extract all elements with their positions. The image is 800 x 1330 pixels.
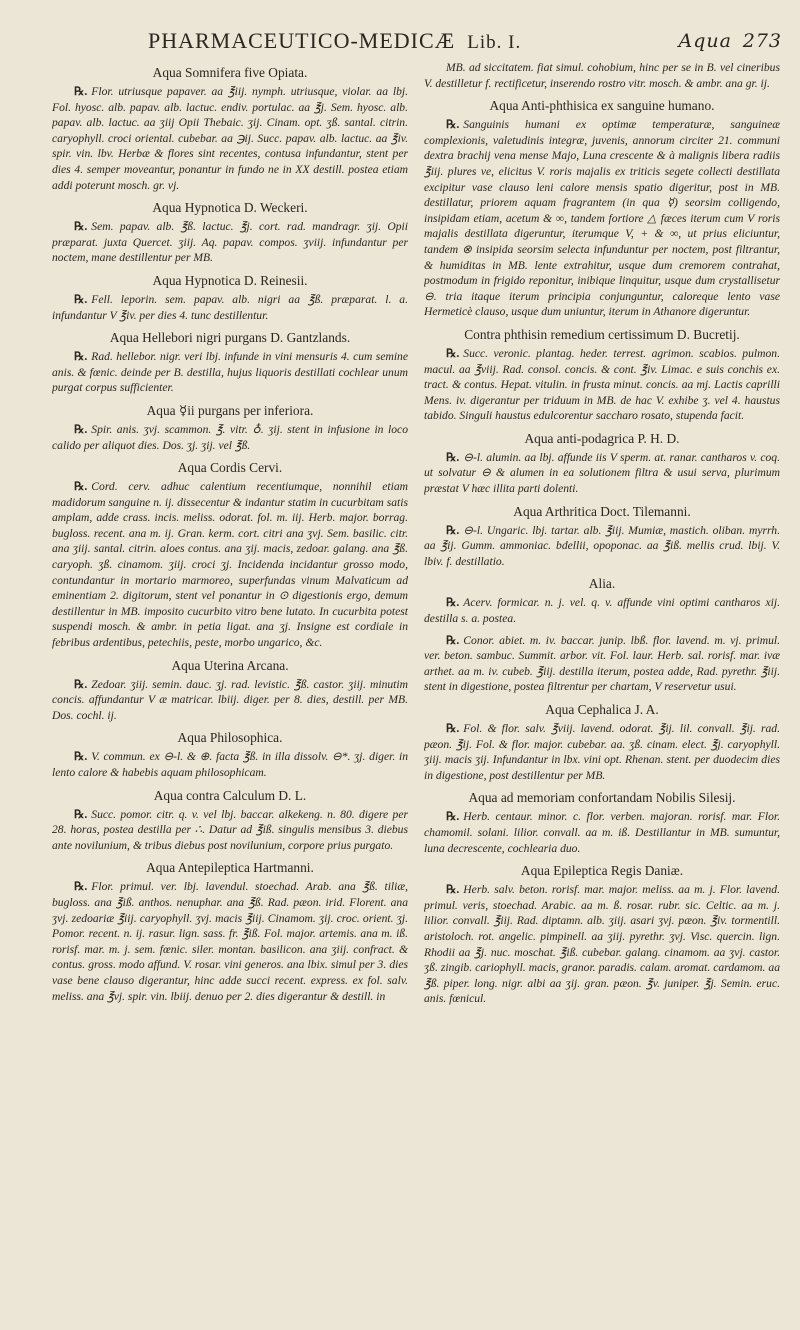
recipe-text — [52, 677, 408, 724]
recipe-heading: Aqua Arthritica Doct. Tilemanni. — [513, 503, 691, 519]
recipe-symbol-icon: ℞. — [74, 85, 88, 98]
recipe-body: Fell. leporin. sem. papav. alb. nigri aa ℥ß. præparat. l. a. infundantur V ℥iv. per dies 4. tunc destillentur. — [52, 292, 408, 322]
recipe-text — [52, 422, 408, 453]
recipe-text — [52, 749, 408, 780]
recipe-symbol-icon: ℞. — [74, 880, 88, 894]
recipe-heading: Aqua Cephalica J. A. — [545, 702, 659, 717]
book-number: Lib. I. — [467, 32, 522, 53]
recipe-symbol-icon: ℞. — [446, 633, 460, 647]
text-columns — [52, 60, 786, 1310]
recipe-heading: Aqua Hypnotica D. Reinesii. — [152, 272, 308, 288]
recipe-body: ⊖-l. Ungaric. lbj. tartar. alb. ℥iij. Mumiæ, mastich. oliban. myrrh. aa ℥ij. Gumm. ammoniac. bdellii, opoponac. aa ℥iß. mellis crud. lbij. V. lbiv. f. destillatio. — [424, 523, 780, 568]
recipe-symbol-icon: ℞. — [74, 750, 88, 764]
recipe-body: Conor. abiet. m. iv. baccar. junip. lbß. flor. lavend. m. vj. primul. ver. beton. sambuc. Summit. arbor. vit. Fol. laur. Herb. sal. rorisf. mar. ivæ arthet. aa m. iv. cubeb. ℥iij. destilla iterum, postea adde, Rad. pyrethr. ℥iij. stent in digestione, postea filtrentur per chartam, V reservetur usui. — [424, 633, 780, 694]
recipe-text — [424, 346, 780, 424]
recipe-heading: Alia. — [588, 576, 616, 592]
section-word: Aqua — [678, 30, 732, 52]
recipe-text — [52, 219, 408, 266]
recipe-text — [52, 879, 408, 1004]
recipe-heading: Aqua Uterina Arcana. — [171, 657, 289, 673]
recipe-text — [424, 721, 780, 783]
recipe-heading: Aqua Philosophica. — [177, 730, 283, 746]
recipe-text — [424, 633, 780, 695]
recipe-text — [52, 292, 408, 323]
recipe-symbol-icon: ℞. — [446, 722, 460, 735]
recipe-heading: Aqua Antepileptica Hartmanni. — [146, 860, 314, 876]
recipe-symbol-icon: ℞. — [74, 807, 88, 821]
recipe-text — [424, 523, 780, 570]
recipe-body: Sem. papav. alb. ℥ß. lactuc. ℥j. cort. rad. mandragr. ʒij. Opii præparat. juxta Quercet. ʒiij. Aq. papav. compos. ʒviij. infundantur per noctem, mane destillentur per MB. — [52, 220, 408, 265]
recipe-body: Succ. veronic. plantag. heder. terrest. agrimon. scabios. pulmon. macul. aa ℥viij. Rad. consol. concis. & cont. ℥iv. Limac. e suis conchis ex. tract. & contus. Hepat. vitulin. in frusta minut. concis. aa mj. Lactis caprilli Mens. iv. digerantur per triduum in MB. de hac V. exhibe ʒ. vel 4. haustus tabido. Singuli haustus edulcorentur saccharo rosato, stupenda facit. — [424, 346, 780, 423]
recipe-body: Fol. & flor. salv. ℥viij. lavend. odorat. ℥ij. lil. convall. ℥ij. rad. pæon. ℥ij. Fol. & flor. major. cubebar. aa. ʒß. cinam. elect. ℥j. caryophyll. ʒiij. macis ʒij. Infundantur in lbx. vini opt. Rhenan. stent. per duodecim dies in digestione, post destillentur per MB. — [424, 722, 780, 782]
recipe-symbol-icon: ℞. — [74, 220, 88, 234]
recipe-body: MB. ad siccitatem. fiat simul. cohobium, hinc per se in B. vel cineribus V. destilletur f. rectificetur, inserendo rostro vitr. mosch. & ambr. ana gr. ij. — [424, 61, 780, 90]
recipe-text — [424, 60, 780, 91]
recipe-body: Flor. utriusque papaver. aa ℥iij. nymph. utriusque, violar. aa lbj. Fol. hyosc. alb. papav. alb. lactuc. endiv. portulac. aa ℥j. Sem. hyosc. alb. papav. alb. lactuc. aa ʒiij Opii Thebaic. ʒij. Cinam. opt. ʒß. santal. citrin. caryophyll. croci oriental. cubebar. aa ℈ij. Succ. papav. alb. lactuc. aa ℥iv. spir. vin. lbv. Herbæ & flores sint recentes, contusa infundantur, stent per dies 4. semper moveantur, ponantur in fundo ne in XX destill. postea etiam addi poterunt mosch. gr. vj. — [52, 85, 408, 192]
recipe-body: Succ. pomor. citr. q. v. vel lbj. baccar. alkekeng. n. 80. digere per 28. horas, postea destilla per ∴. Datur ad ℥iß. singulis mensibus 3. diebus ante novilunium, & tribus diebus post novilunium, corpore prius purgato. — [52, 807, 408, 852]
right-column — [424, 60, 780, 1310]
recipe-text — [52, 807, 408, 854]
recipe-body: Spir. anis. ʒvj. scammon. ℥. vitr. ♁. ʒij. stent in infusione in loco calido per aliquot dies. Dos. ʒj. ʒij. vel ℥ß. — [52, 422, 408, 452]
recipe-heading: Contra phthisin remedium certissimum D. Bucretij. — [464, 326, 740, 342]
recipe-body: Herb. salv. beton. rorisf. mar. major. meliss. aa m. j. Flor. lavend. primul. veris, stoechad. Arabic. aa m. ß. rosar. rubr. sic. Celtic. aa m. j. lilior. convall. ℥iij. Rad. diptamn. alb. ʒiij. asari ʒvj. pæon. ℥iv. tormentill. aristoloch. rot. angelic. pimpinell. aa ʒiij. pyrethr. ʒvj. Visc. quercin. lign. Rhodii aa ℥j. nuc. moschat. ℥iß. cubebar. galang. cinamom. aa ʒvj. castor. ʒß. zingib. cariophyll. macis, granor. paradis. calam. aromat. cardamom. aa ℥ß. piper. long. nigr. albi aa ʒij. gran. pæon. ℥v. juniper. ℥j. Semin. eruc. anis. fœnicul. — [424, 883, 780, 1006]
recipe-text — [424, 450, 780, 497]
recipe-heading: Aqua ☿ii purgans per inferiora. — [146, 402, 314, 418]
recipe-heading: Aqua anti-podagrica P. H. D. — [524, 430, 680, 446]
recipe-heading: Aqua Somnifera five Opiata. — [152, 65, 308, 80]
recipe-heading: Aqua contra Calculum D. L. — [153, 787, 307, 803]
recipe-symbol-icon: ℞. — [74, 292, 88, 306]
recipe-symbol-icon: ℞. — [446, 596, 460, 610]
recipe-body: Herb. centaur. minor. c. flor. verben. majoran. rorisf. mar. Flor. chamomil. solani. lilior. convall. aa m. iß. Destillantur in MB. sumuntur, luna decrescente, cochlearia duo. — [424, 810, 780, 855]
recipe-text — [52, 84, 408, 193]
recipe-symbol-icon: ℞. — [74, 350, 88, 364]
recipe-body: V. commun. ex ⊖-l. & ⊕. facta ℥ß. in illa dissolv. ⊖*. ʒj. diger. in lento calore & habebis aquam philosophicam. — [52, 750, 408, 779]
left-column — [52, 60, 408, 1310]
recipe-body: Zedoar. ʒiij. semin. dauc. ʒj. rad. levistic. ℥ß. castor. ʒiij. minutim concis. affundantur V æ matricar. lbiij. diger. per 8. dies, destill. per MB. Dos. cochl. ij. — [52, 677, 408, 722]
recipe-symbol-icon: ℞. — [446, 118, 460, 132]
page-number: 273 — [742, 30, 782, 52]
recipe-text — [52, 349, 408, 396]
recipe-body: Rad. hellebor. nigr. veri lbj. infunde in vini mensuris 4. cum semine anis. & fœnic. deinde per B. destilla, hujus liquoris destillati cochlear unum purgat corpus sufficienter. — [52, 350, 408, 395]
recipe-symbol-icon: ℞. — [74, 480, 88, 494]
recipe-body: Sanguinis humani ex optimæ temperaturæ, sanguineæ complexionis, valetudinis integræ, juvenis, annorum circiter 21. communi dextra brachij vena mense Majo, Luna crescente & à malignis libera radiis ℥iij. plures ve, elicitus V. roris majalis ex triticis segete collecti destillata excipitur vase clauso leni calore mensis spatio digeritur, post in MB. destillatur, priorem aquam fragrantem (in qua ☿) seorsim colligendo, insipidam etiam, acetum & ∞, tandem fortiore △ fæces iterum cum V roris majalis destillata digeruntur, iterumque V, + & ∞, ut prius eliciuntur, tandem ⊗ insipida seorsim selecta infunduntur per noctem, post filtrantur, & humiditas in MB. lente extrahitur, usque dum cremorem contrahat, postmodum in frigido reponitur, inibique linquitur, usque dum crystallisetur ⊖. tria itaque iterum principia conjunguntur, caloreque lento vase Hermeticè clauso, usque dum uniuntur, iterum in Athanore digeruntur. — [424, 118, 780, 319]
recipe-text — [424, 595, 780, 626]
recipe-heading: Aqua Cordis Cervi. — [177, 460, 283, 476]
recipe-body: Cord. cerv. adhuc calentium recentiumque, nonnihil etiam madidorum sanguine n. ij. dissecentur & indantur statim in cucurbitam satis amplam, adde crass. incis. meliss. odorat. fol. m. iij. Herb. major. borrag. bugloss. recent. ana m. ij. Gran. kerm. cort. citri ana ʒvj. Sem. basilic. citr. ana ʒiij. santal. citrin. aloes contus. ana ʒij. macis, zedoar. galang. ana ℥ß. caryoph. ʒß. cinamom. ʒiij. croci ʒj. Incidenda incidantur grosso modo, contundantur in mortario marmoreo, superfundas vinum Malvaticum ad eminentiam 2. digitorum, stent vel ponantur in ⊙ digestionis ergo, demum destillentur in MB. imposito cucurbito vitro bene lutato. In cucurbita potest suspendi mosch. & ambr. in petia ligat. ana ʒj. Insigne est cordiale in febribus ardentibus, petechiis, peste, morbo ungarico, &c. — [52, 480, 408, 650]
recipe-text — [424, 809, 780, 856]
recipe-symbol-icon: ℞. — [74, 677, 88, 691]
recipe-body: Flor. primul. ver. lbj. lavendul. stoechad. Arab. ana ℥ß. tiliæ, bugloss. ana ℥iß. anthos. nenuphar. ana ℥ß. Rad. pæon. irid. Florent. ana ʒvj. zedoariæ ℥iij. caryophyll. ʒvj. macis ℥iij. Cinamom. ʒij. croc. orient. ʒj. Pomor. recent. n. ij. rasur. lign. sass. fr. ℥iß. Fol. major. artemis. ana m. iß. rorisf. mar. m. j. sem. fœnic. siler. montan. basilicon. ana ʒiij. confract. & contus. gross. modo affund. V. rosar. vini generos. ana lbix. simul per 3. dies vase bene clauso digerantur, hinc adde succi recent. express. ex fol. salv. meliss. ana ℥vj. spir. vin. lbiij. denuo per 2. dies digerantur & destill. in — [52, 880, 408, 1003]
recipe-heading: Aqua Anti-phthisica ex sanguine humano. — [489, 98, 715, 114]
recipe-heading: Aqua Hellebori nigri purgans D. Gantzlands. — [109, 330, 351, 346]
recipe-text — [52, 479, 408, 651]
recipe-symbol-icon: ℞. — [446, 810, 460, 824]
recipe-text — [424, 882, 780, 1007]
running-title: PHARMACEUTICO-MEDICÆ — [148, 28, 456, 53]
recipe-heading: Aqua ad memoriam confortandam Nobilis Silesij. — [468, 790, 736, 806]
recipe-text — [424, 117, 780, 320]
recipe-symbol-icon: ℞. — [446, 523, 460, 537]
recipe-body: Acerv. formicar. n. j. vel. q. v. affunde vini optimi cantharos xij. destilla s. a. postea. — [424, 596, 780, 626]
recipe-symbol-icon: ℞. — [446, 346, 460, 360]
recipe-heading: Aqua Epileptica Regis Daniæ. — [520, 863, 684, 879]
recipe-symbol-icon: ℞. — [446, 883, 460, 897]
recipe-symbol-icon: ℞. — [446, 450, 460, 464]
recipe-body: ⊖-l. alumin. aa lbj. affunde iis V sperm. at. ranar. cantharos v. coq. ut solvatur ⊖ & alumen in ea solutionem filtra & usui serva, plurimum præstat V hæc illita parti dolenti. — [424, 450, 780, 496]
recipe-heading: Aqua Hypnotica D. Weckeri. — [152, 200, 308, 216]
recipe-symbol-icon: ℞. — [74, 422, 88, 436]
running-head — [148, 28, 782, 54]
